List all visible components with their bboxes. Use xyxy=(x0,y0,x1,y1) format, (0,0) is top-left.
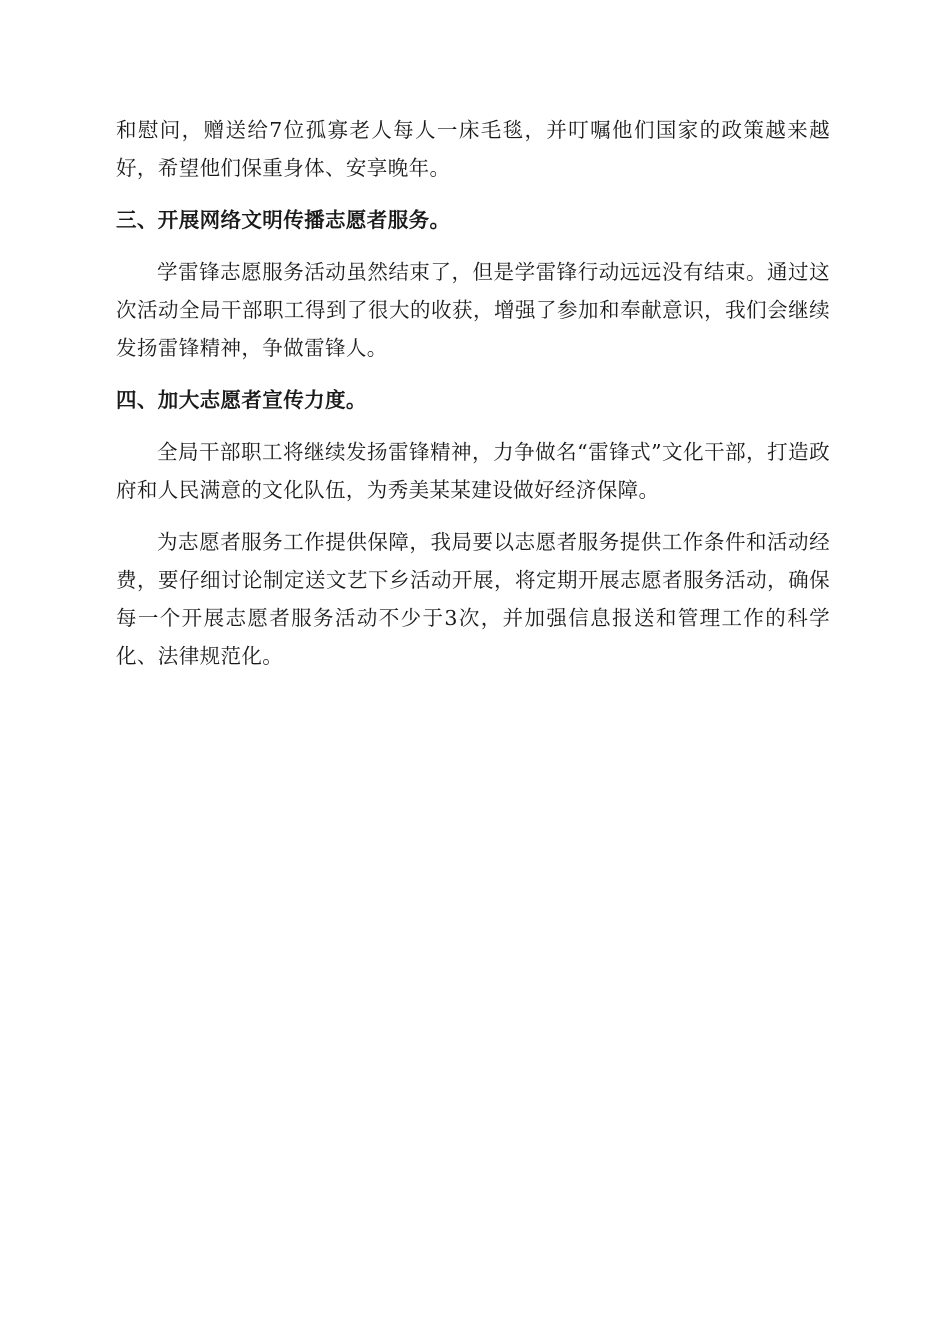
section-heading-3: 三、开展网络文明传播志愿者服务。 xyxy=(116,208,451,232)
paragraph-section-4-b: 为志愿者服务工作提供保障，我局要以志愿者服务提供工作条件和活动经费，要仔细讨论制定送文艺下乡活动开展，将定期开展志愿者服务活动，确保每一个开展志愿者服务活动不少于3次，并加强信息报送和管理工作的科学化、法律规范化。 xyxy=(116,530,830,668)
paragraph-section-4-a: 全局干部职工将继续发扬雷锋精神，力争做名“雷锋式”文化干部，打造政府和人民满意的文化队伍，为秀美某某建设做好经济保障。 xyxy=(116,440,830,502)
paragraph-section-3: 学雷锋志愿服务活动虽然结束了，但是学雷锋行动远远没有结束。通过这次活动全局干部职工得到了很大的收获，增强了参加和奉献意识，我们会继续发扬雷锋精神，争做雷锋人。 xyxy=(116,260,830,360)
paragraph-continuation: 和慰问，赠送给7位孤寡老人每人一床毛毯，并叮嘱他们国家的政策越来越好，希望他们保重身体、安享晚年。 xyxy=(116,118,830,180)
section-heading-4: 四、加大志愿者宣传力度。 xyxy=(116,388,367,412)
document-body xyxy=(116,111,830,689)
